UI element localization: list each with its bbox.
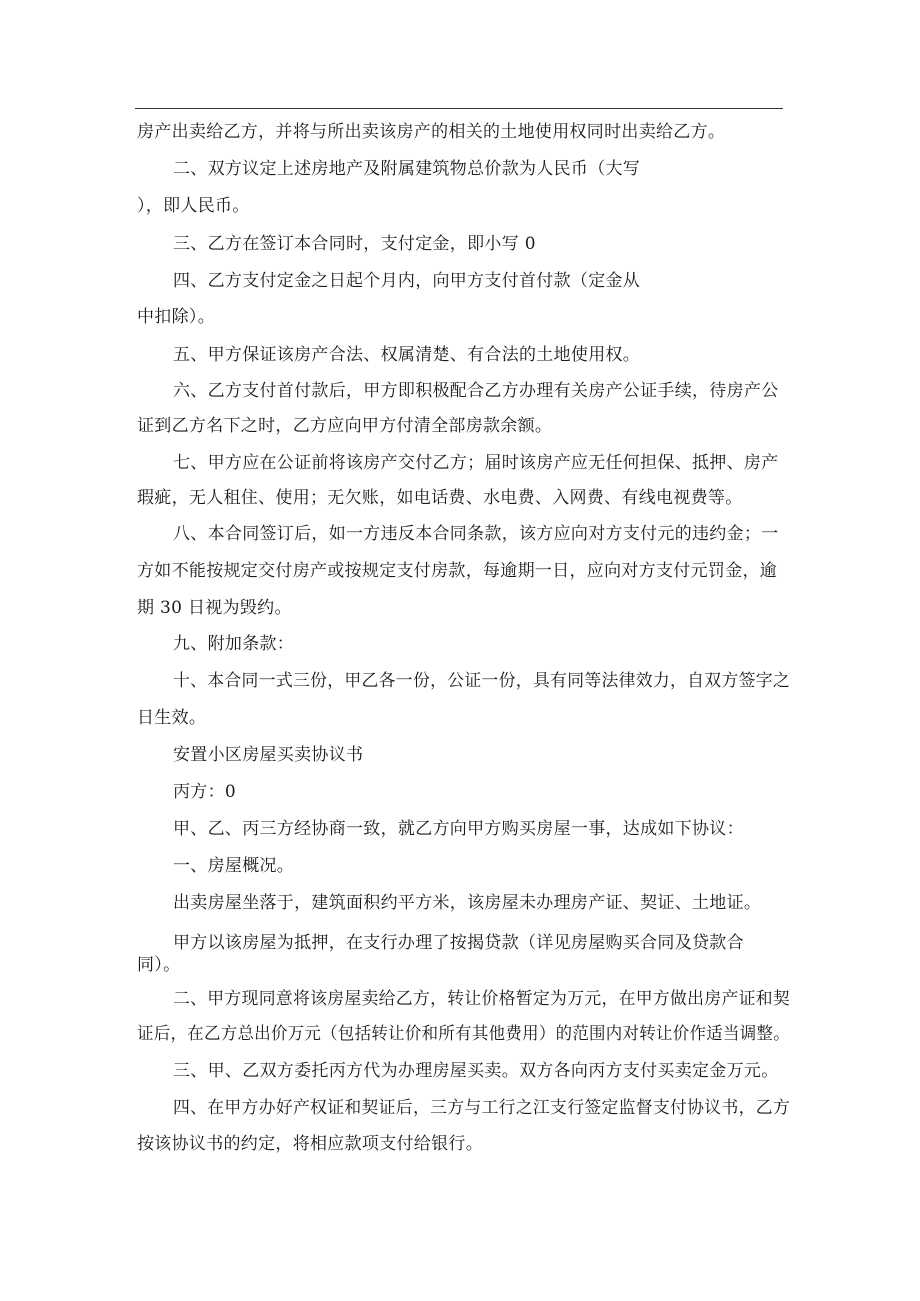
text-line: 同）。 [137,955,181,975]
header-rule [135,108,783,109]
text-line: 日生效。 [137,708,207,728]
text-line: 瑕疵，无人租住、使用；无欠账，如电话费、水电费、入网费、有线电视费等。 [137,488,743,508]
text-line: 甲、乙、丙三方经协商一致，就乙方向甲方购买房屋一事，达成如下协议： [173,819,744,839]
text-line: 二、甲方现同意将该房屋卖给乙方，转让价格暂定为万元，在甲方做出房产证和契 [173,989,791,1009]
text-line: 五、甲方保证该房产合法、权属清楚、有合法的土地使用权。 [173,345,641,365]
text-line: 六、乙方支付首付款后，甲方即积极配合乙方办理有关房产公证手续，待房产公 [173,381,779,401]
text-line: 证到乙方名下之时，乙方应向甲方付清全部房款余额。 [137,416,553,436]
text-line: 中扣除）。 [137,307,215,327]
text-line: 丙方：0 [173,782,237,802]
text-line: 三、乙方在签订本合同时，支付定金，即小写 0 [173,234,536,254]
text-line: 八、本合同签订后，如一方违反本合同条款，该方应向对方支付元的违约金；一 [173,524,779,544]
text-line: 按该协议书的约定，将相应款项支付给银行。 [137,1134,483,1154]
text-line: 四、在甲方办好产权证和契证后，三方与工行之江支行签定监督支付协议书，乙方 [173,1098,791,1118]
text-line: 三、甲、乙双方委托丙方代为办理房屋买卖。双方各向丙方支付买卖定金万元。 [173,1061,779,1081]
text-line: 七、甲方应在公证前将该房产交付乙方；届时该房产应无任何担保、抵押、房产 [173,453,779,473]
text-line: 二、双方议定上述房地产及附属建筑物总价款为人民币（大写 [173,159,641,179]
text-line: 甲方以该房屋为抵押，在支行办理了按揭贷款（详见房屋购买合同及贷款合 [173,933,744,953]
text-line: 安置小区房屋买卖协议书 [173,745,364,765]
text-line: 四、乙方支付定金之日起个月内，向甲方支付首付款（定金从 [173,271,641,291]
text-line: ），即人民币。 [137,196,250,216]
text-line: 九、附加条款： [173,634,295,654]
text-line: 出卖房屋坐落于，建筑面积约平方米，该房屋未办理房产证、契证、土地证。 [173,893,762,913]
text-line: 房产出卖给乙方，并将与所出卖该房产的相关的土地使用权同时出卖给乙方。 [137,122,726,142]
text-line: 证后，在乙方总出价万元（包括转让价和所有其他费用）的范围内对转让价作适当调整。 [137,1024,790,1044]
text-line: 方如不能按规定交付房产或按规定支付房款，每逾期一日，应向对方支付元罚金，逾 [137,561,778,581]
text-line: 期 30 日视为毁约。 [137,598,292,618]
text-line: 十、本合同一式三份，甲乙各一份，公证一份，具有同等法律效力，自双方签字之 [173,671,791,691]
text-line: 一、房屋概况。 [173,856,295,876]
